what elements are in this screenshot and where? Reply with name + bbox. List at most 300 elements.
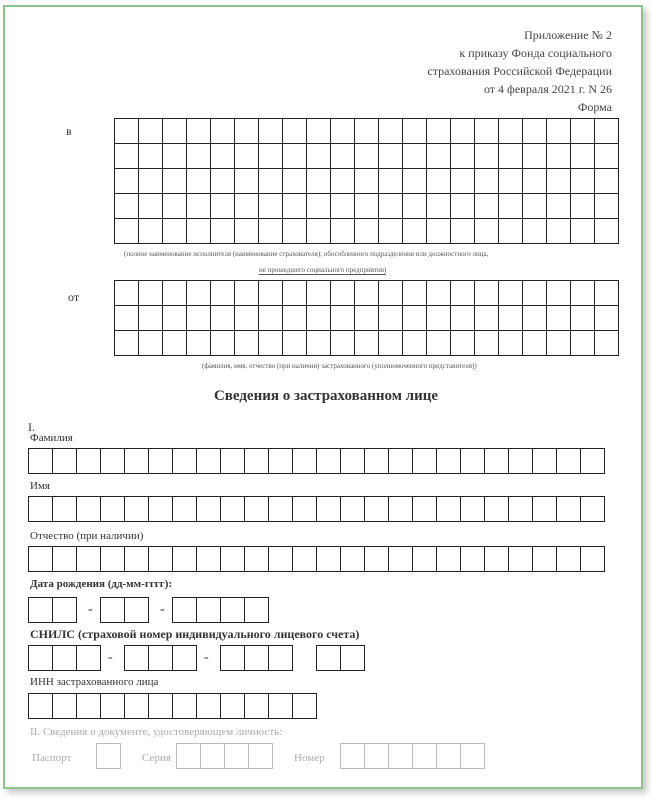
input-cell[interactable] (355, 144, 379, 169)
input-cell[interactable] (403, 169, 427, 194)
input-cell[interactable] (259, 306, 283, 331)
input-cell[interactable] (317, 449, 341, 474)
input-cell[interactable] (523, 194, 547, 219)
input-cell[interactable] (523, 331, 547, 356)
input-cell[interactable] (307, 194, 331, 219)
input-cell[interactable] (197, 598, 221, 623)
input-cell[interactable] (115, 306, 139, 331)
input-cell[interactable] (317, 497, 341, 522)
input-cell[interactable] (101, 694, 125, 719)
input-cell[interactable] (523, 219, 547, 244)
input-cell[interactable] (595, 306, 619, 331)
input-cell[interactable] (451, 306, 475, 331)
input-cell[interactable] (211, 169, 235, 194)
input-cell[interactable] (139, 144, 163, 169)
input-cell[interactable] (29, 497, 53, 522)
input-cell[interactable] (451, 144, 475, 169)
input-cell[interactable] (427, 144, 451, 169)
input-cell[interactable] (29, 598, 53, 623)
snils-part-1[interactable] (28, 645, 101, 671)
input-cell[interactable] (259, 331, 283, 356)
input-cell[interactable] (163, 144, 187, 169)
input-cell[interactable] (475, 219, 499, 244)
input-cell[interactable] (307, 119, 331, 144)
input-cell[interactable] (125, 598, 149, 623)
input-cell[interactable] (283, 331, 307, 356)
birth-year-field[interactable] (172, 597, 269, 623)
input-cell[interactable] (139, 331, 163, 356)
input-cell[interactable] (269, 547, 293, 572)
input-cell[interactable] (341, 744, 365, 769)
input-cell[interactable] (413, 449, 437, 474)
input-cell[interactable] (475, 169, 499, 194)
input-cell[interactable] (211, 194, 235, 219)
input-cell[interactable] (53, 694, 77, 719)
input-cell[interactable] (235, 219, 259, 244)
input-cell[interactable] (235, 306, 259, 331)
input-cell[interactable] (235, 144, 259, 169)
input-cell[interactable] (595, 119, 619, 144)
input-cell[interactable] (485, 449, 509, 474)
input-cell[interactable] (173, 497, 197, 522)
input-cell[interactable] (523, 144, 547, 169)
input-cell[interactable] (379, 331, 403, 356)
input-cell[interactable] (77, 449, 101, 474)
input-cell[interactable] (139, 306, 163, 331)
input-cell[interactable] (211, 144, 235, 169)
input-cell[interactable] (53, 646, 77, 671)
recipient-grid[interactable] (114, 118, 619, 244)
input-cell[interactable] (595, 169, 619, 194)
input-cell[interactable] (365, 449, 389, 474)
input-cell[interactable] (341, 449, 365, 474)
input-cell[interactable] (245, 497, 269, 522)
input-cell[interactable] (163, 219, 187, 244)
input-cell[interactable] (355, 119, 379, 144)
input-cell[interactable] (595, 331, 619, 356)
input-cell[interactable] (259, 119, 283, 144)
input-cell[interactable] (293, 449, 317, 474)
input-cell[interactable] (197, 449, 221, 474)
input-cell[interactable] (187, 219, 211, 244)
input-cell[interactable] (149, 449, 173, 474)
input-cell[interactable] (571, 331, 595, 356)
input-cell[interactable] (249, 744, 273, 769)
input-cell[interactable] (475, 306, 499, 331)
input-cell[interactable] (125, 547, 149, 572)
input-cell[interactable] (595, 194, 619, 219)
doc-name-field[interactable] (96, 743, 121, 769)
input-cell[interactable] (355, 306, 379, 331)
input-cell[interactable] (293, 497, 317, 522)
input-cell[interactable] (283, 194, 307, 219)
input-cell[interactable] (451, 169, 475, 194)
sender-grid[interactable] (114, 280, 619, 356)
input-cell[interactable] (547, 219, 571, 244)
input-cell[interactable] (461, 547, 485, 572)
input-cell[interactable] (29, 449, 53, 474)
input-cell[interactable] (355, 169, 379, 194)
input-cell[interactable] (547, 306, 571, 331)
input-cell[interactable] (101, 547, 125, 572)
input-cell[interactable] (77, 497, 101, 522)
input-cell[interactable] (341, 547, 365, 572)
input-cell[interactable] (523, 119, 547, 144)
input-cell[interactable] (571, 169, 595, 194)
input-cell[interactable] (499, 144, 523, 169)
input-cell[interactable] (331, 119, 355, 144)
input-cell[interactable] (331, 194, 355, 219)
input-cell[interactable] (139, 194, 163, 219)
input-cell[interactable] (403, 144, 427, 169)
input-cell[interactable] (365, 497, 389, 522)
input-cell[interactable] (379, 169, 403, 194)
input-cell[interactable] (523, 306, 547, 331)
input-cell[interactable] (163, 169, 187, 194)
input-cell[interactable] (77, 694, 101, 719)
input-cell[interactable] (139, 169, 163, 194)
input-cell[interactable] (283, 281, 307, 306)
input-cell[interactable] (389, 547, 413, 572)
input-cell[interactable] (125, 497, 149, 522)
input-cell[interactable] (235, 194, 259, 219)
input-cell[interactable] (101, 598, 125, 623)
input-cell[interactable] (547, 281, 571, 306)
input-cell[interactable] (211, 219, 235, 244)
input-cell[interactable] (379, 219, 403, 244)
input-cell[interactable] (437, 449, 461, 474)
input-cell[interactable] (595, 144, 619, 169)
input-cell[interactable] (149, 547, 173, 572)
input-cell[interactable] (475, 194, 499, 219)
input-cell[interactable] (163, 281, 187, 306)
input-cell[interactable] (499, 119, 523, 144)
input-cell[interactable] (379, 194, 403, 219)
input-cell[interactable] (187, 119, 211, 144)
input-cell[interactable] (403, 219, 427, 244)
input-cell[interactable] (163, 119, 187, 144)
input-cell[interactable] (571, 194, 595, 219)
input-cell[interactable] (293, 694, 317, 719)
input-cell[interactable] (403, 194, 427, 219)
input-cell[interactable] (187, 169, 211, 194)
input-cell[interactable] (461, 744, 485, 769)
input-cell[interactable] (221, 497, 245, 522)
input-cell[interactable] (283, 306, 307, 331)
input-cell[interactable] (341, 497, 365, 522)
input-cell[interactable] (379, 119, 403, 144)
input-cell[interactable] (245, 449, 269, 474)
input-cell[interactable] (269, 646, 293, 671)
snils-part-2[interactable] (124, 645, 197, 671)
input-cell[interactable] (221, 598, 245, 623)
input-cell[interactable] (355, 194, 379, 219)
input-cell[interactable] (29, 646, 53, 671)
input-cell[interactable] (211, 331, 235, 356)
input-cell[interactable] (533, 449, 557, 474)
input-cell[interactable] (307, 306, 331, 331)
input-cell[interactable] (523, 281, 547, 306)
input-cell[interactable] (341, 646, 365, 671)
input-cell[interactable] (403, 281, 427, 306)
input-cell[interactable] (307, 281, 331, 306)
input-cell[interactable] (499, 194, 523, 219)
input-cell[interactable] (427, 331, 451, 356)
input-cell[interactable] (557, 547, 581, 572)
input-cell[interactable] (451, 219, 475, 244)
input-cell[interactable] (259, 169, 283, 194)
input-cell[interactable] (499, 219, 523, 244)
input-cell[interactable] (53, 547, 77, 572)
input-cell[interactable] (187, 194, 211, 219)
input-cell[interactable] (293, 547, 317, 572)
input-cell[interactable] (475, 331, 499, 356)
input-cell[interactable] (437, 744, 461, 769)
input-cell[interactable] (177, 744, 201, 769)
input-cell[interactable] (245, 646, 269, 671)
input-cell[interactable] (389, 744, 413, 769)
input-cell[interactable] (211, 281, 235, 306)
input-cell[interactable] (197, 694, 221, 719)
input-cell[interactable] (225, 744, 249, 769)
input-cell[interactable] (499, 281, 523, 306)
input-cell[interactable] (259, 219, 283, 244)
input-cell[interactable] (245, 694, 269, 719)
input-cell[interactable] (571, 281, 595, 306)
input-cell[interactable] (475, 144, 499, 169)
input-cell[interactable] (221, 547, 245, 572)
input-cell[interactable] (125, 694, 149, 719)
input-cell[interactable] (97, 744, 121, 769)
input-cell[interactable] (451, 331, 475, 356)
input-cell[interactable] (115, 331, 139, 356)
input-cell[interactable] (331, 306, 355, 331)
input-cell[interactable] (235, 119, 259, 144)
input-cell[interactable] (355, 281, 379, 306)
input-cell[interactable] (331, 331, 355, 356)
doc-series-field[interactable] (176, 743, 273, 769)
input-cell[interactable] (149, 646, 173, 671)
input-cell[interactable] (173, 646, 197, 671)
input-cell[interactable] (139, 219, 163, 244)
input-cell[interactable] (571, 119, 595, 144)
input-cell[interactable] (571, 306, 595, 331)
input-cell[interactable] (547, 119, 571, 144)
input-cell[interactable] (499, 306, 523, 331)
input-cell[interactable] (235, 281, 259, 306)
input-cell[interactable] (77, 547, 101, 572)
input-cell[interactable] (283, 219, 307, 244)
input-cell[interactable] (499, 331, 523, 356)
input-cell[interactable] (461, 449, 485, 474)
input-cell[interactable] (139, 281, 163, 306)
input-cell[interactable] (125, 646, 149, 671)
input-cell[interactable] (451, 119, 475, 144)
input-cell[interactable] (533, 497, 557, 522)
input-cell[interactable] (77, 646, 101, 671)
input-cell[interactable] (461, 497, 485, 522)
input-cell[interactable] (245, 547, 269, 572)
section-2-label: II. Сведения о документе, удостоверяющем личность: (30, 726, 283, 738)
input-cell[interactable] (523, 169, 547, 194)
input-cell[interactable] (269, 449, 293, 474)
input-cell[interactable] (557, 449, 581, 474)
input-cell[interactable] (379, 306, 403, 331)
input-cell[interactable] (413, 744, 437, 769)
input-cell[interactable] (307, 219, 331, 244)
input-cell[interactable] (413, 547, 437, 572)
input-cell[interactable] (509, 497, 533, 522)
input-cell[interactable] (283, 169, 307, 194)
input-cell[interactable] (331, 281, 355, 306)
input-cell[interactable] (437, 497, 461, 522)
input-cell[interactable] (547, 331, 571, 356)
input-cell[interactable] (499, 169, 523, 194)
input-cell[interactable] (427, 194, 451, 219)
input-cell[interactable] (317, 646, 341, 671)
input-cell[interactable] (331, 219, 355, 244)
input-cell[interactable] (187, 144, 211, 169)
input-cell[interactable] (307, 144, 331, 169)
input-cell[interactable] (331, 169, 355, 194)
input-cell[interactable] (139, 119, 163, 144)
header-line-3: страхования Российской Федерации (427, 64, 612, 78)
input-cell[interactable] (101, 449, 125, 474)
input-cell[interactable] (475, 281, 499, 306)
input-cell[interactable] (437, 547, 461, 572)
input-cell[interactable] (557, 497, 581, 522)
input-cell[interactable] (221, 694, 245, 719)
input-cell[interactable] (115, 119, 139, 144)
input-cell[interactable] (571, 219, 595, 244)
input-cell[interactable] (451, 281, 475, 306)
input-cell[interactable] (365, 744, 389, 769)
input-cell[interactable] (269, 497, 293, 522)
input-cell[interactable] (125, 449, 149, 474)
input-cell[interactable] (235, 169, 259, 194)
input-cell[interactable] (115, 144, 139, 169)
input-cell[interactable] (115, 169, 139, 194)
input-cell[interactable] (259, 194, 283, 219)
patronymic-field[interactable] (28, 546, 605, 572)
input-cell[interactable] (197, 547, 221, 572)
input-cell[interactable] (581, 449, 605, 474)
input-cell[interactable] (187, 331, 211, 356)
input-cell[interactable] (581, 547, 605, 572)
input-cell[interactable] (201, 744, 225, 769)
input-cell[interactable] (403, 306, 427, 331)
input-cell[interactable] (379, 144, 403, 169)
input-cell[interactable] (485, 547, 509, 572)
input-cell[interactable] (389, 449, 413, 474)
input-cell[interactable] (53, 497, 77, 522)
inn-field[interactable] (28, 693, 317, 719)
input-cell[interactable] (427, 119, 451, 144)
input-cell[interactable] (115, 281, 139, 306)
input-cell[interactable] (547, 169, 571, 194)
input-cell[interactable] (427, 281, 451, 306)
input-cell[interactable] (149, 497, 173, 522)
input-cell[interactable] (331, 144, 355, 169)
input-cell[interactable] (509, 547, 533, 572)
input-cell[interactable] (571, 144, 595, 169)
input-cell[interactable] (115, 194, 139, 219)
input-cell[interactable] (173, 547, 197, 572)
input-cell[interactable] (307, 169, 331, 194)
input-cell[interactable] (533, 547, 557, 572)
input-cell[interactable] (403, 331, 427, 356)
name-field[interactable] (28, 496, 605, 522)
input-cell[interactable] (307, 331, 331, 356)
input-cell[interactable] (365, 547, 389, 572)
input-cell[interactable] (595, 281, 619, 306)
input-cell[interactable] (53, 449, 77, 474)
input-cell[interactable] (235, 331, 259, 356)
snils-part-3[interactable] (220, 645, 293, 671)
input-cell[interactable] (451, 194, 475, 219)
input-cell[interactable] (29, 694, 53, 719)
snils-control[interactable] (316, 645, 365, 671)
surname-field[interactable] (28, 448, 605, 474)
input-cell[interactable] (317, 547, 341, 572)
input-cell[interactable] (355, 331, 379, 356)
input-cell[interactable] (163, 306, 187, 331)
input-cell[interactable] (413, 497, 437, 522)
input-cell[interactable] (149, 694, 173, 719)
input-cell[interactable] (389, 497, 413, 522)
input-cell[interactable] (53, 598, 77, 623)
input-cell[interactable] (197, 497, 221, 522)
input-cell[interactable] (29, 547, 53, 572)
input-cell[interactable] (581, 497, 605, 522)
input-cell[interactable] (355, 219, 379, 244)
input-cell[interactable] (427, 169, 451, 194)
input-cell[interactable] (509, 449, 533, 474)
input-cell[interactable] (211, 119, 235, 144)
input-cell[interactable] (163, 194, 187, 219)
input-cell[interactable] (403, 119, 427, 144)
input-cell[interactable] (245, 598, 269, 623)
input-cell[interactable] (221, 646, 245, 671)
input-cell[interactable] (269, 694, 293, 719)
input-cell[interactable] (595, 219, 619, 244)
input-cell[interactable] (259, 144, 283, 169)
input-cell[interactable] (163, 331, 187, 356)
input-cell[interactable] (547, 194, 571, 219)
input-cell[interactable] (187, 306, 211, 331)
input-cell[interactable] (115, 219, 139, 244)
input-cell[interactable] (427, 306, 451, 331)
input-cell[interactable] (259, 281, 283, 306)
input-cell[interactable] (173, 694, 197, 719)
input-cell[interactable] (485, 497, 509, 522)
input-cell[interactable] (101, 497, 125, 522)
input-cell[interactable] (173, 449, 197, 474)
input-cell[interactable] (187, 281, 211, 306)
input-cell[interactable] (211, 306, 235, 331)
doc-number-field[interactable] (340, 743, 485, 769)
input-cell[interactable] (475, 119, 499, 144)
input-cell[interactable] (283, 144, 307, 169)
birth-month-field[interactable] (100, 597, 149, 623)
input-cell[interactable] (427, 219, 451, 244)
input-cell[interactable] (221, 449, 245, 474)
input-cell[interactable] (547, 144, 571, 169)
input-cell[interactable] (379, 281, 403, 306)
input-cell[interactable] (283, 119, 307, 144)
birth-day-field[interactable] (28, 597, 77, 623)
input-cell[interactable] (173, 598, 197, 623)
